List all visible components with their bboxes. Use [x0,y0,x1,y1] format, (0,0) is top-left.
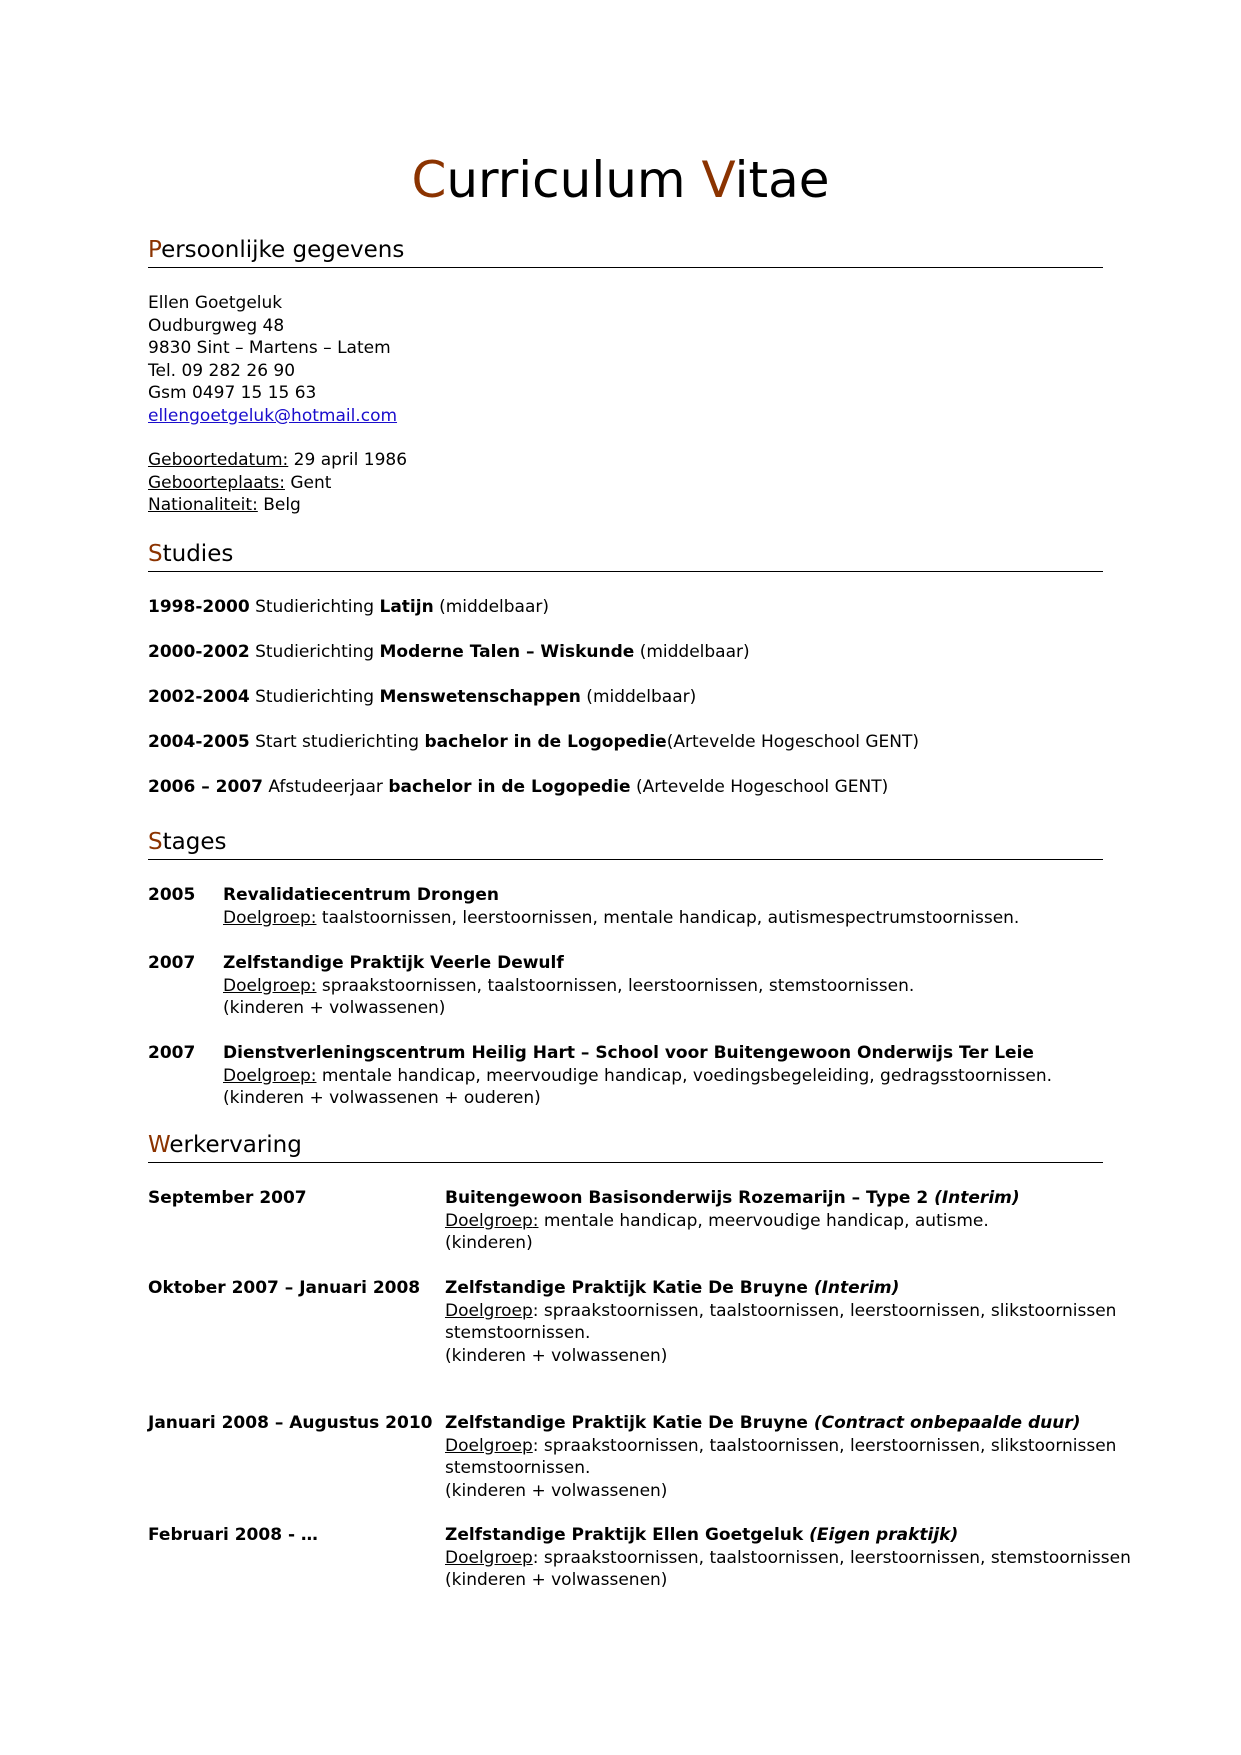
target-value: mentale handicap, meervoudige handicap, autisme. [538,1210,989,1231]
study-pre: Studierichting [249,597,380,617]
work-date: Oktober 2007 – Januari 2008 [148,1278,421,1298]
work-place [445,1277,1116,1300]
work-target-continued: stemstoornissen. [445,1458,591,1478]
stage-extra: (kinderen + volwassenen + ouderen) [223,1088,541,1108]
section-heading-studies [148,540,1103,572]
study-subject: Menswetenschappen [379,687,581,707]
study-years: 2002-2004 [148,687,250,707]
work-extra: (kinderen) [445,1233,533,1253]
nationality-row [148,494,407,517]
birthdate-label: Geboortedatum: [148,450,289,470]
study-pre: Studierichting [249,642,380,662]
nationality-value: Belg [257,495,301,515]
heading-initial: S [148,829,163,855]
study-item [148,776,888,799]
personal-details [148,292,397,427]
target-label: Doelgroep: [223,975,317,996]
study-subject: Moderne Talen – Wiskunde [379,642,635,662]
address-street: Oudburgweg 48 [148,315,285,336]
stage-year: 2007 [148,953,196,973]
work-place-name: Zelfstandige Praktijk Ellen Goetgeluk [445,1525,810,1545]
section-stages [148,828,1103,860]
birthplace-value: Gent [284,472,332,493]
work-date: Januari 2008 – Augustus 2010 [148,1413,433,1433]
target-colon: : [532,1300,539,1321]
study-item [148,731,919,754]
stage-target [223,1065,1052,1088]
work-type: (Contract onbepaalde duur) [813,1413,1081,1433]
work-target [445,1210,1020,1233]
work-extra: (kinderen + volwassenen) [445,1480,668,1501]
study-item [148,596,549,619]
work-item [445,1277,1116,1367]
birthdate-value: 29 april 1986 [288,450,408,470]
stage-place: Zelfstandige Praktijk Veerle Dewulf [223,953,564,973]
work-place [445,1187,1020,1210]
person-name: Ellen Goetgeluk [148,293,283,313]
birthdate-row [148,449,407,472]
stage-extra: (kinderen + volwassenen) [223,998,446,1018]
stage-year: 2007 [148,1043,196,1063]
target-value: spraakstoornissen, taalstoornissen, leerstoornissen, stemstoornissen. [316,975,915,996]
study-post: (middelbaar) [634,642,750,662]
work-target-continued: stemstoornissen. [445,1323,591,1343]
work-date: September 2007 [148,1188,307,1208]
heading-rest: tages [162,829,227,855]
work-item [445,1524,1131,1592]
heading-initial: P [148,237,162,263]
stage-item [223,884,1019,929]
target-label: Doelgroep: [223,1065,317,1086]
target-label: Doelgroep [445,1300,533,1321]
page-title [0,148,1241,212]
target-label: Doelgroep [445,1435,533,1456]
work-place-name: Zelfstandige Praktijk Katie De Bruyne [445,1278,814,1298]
target-value: mentale handicap, meervoudige handicap, voedingsbegeleiding, gedragsstoornissen. [316,1065,1053,1086]
birthplace-label: Geboorteplaats: [148,472,285,493]
study-pre: Start studierichting [249,732,425,752]
section-studies [148,540,1103,572]
work-extra: (kinderen + volwassenen) [445,1570,668,1590]
section-work [148,1131,1103,1163]
section-heading-personal [148,236,1103,268]
work-target [445,1547,1131,1570]
stage-place: Dienstverleningscentrum Heilig Hart – School voor Buitengewoon Onderwijs Ter Leie [223,1043,1034,1063]
study-post: (middelbaar) [433,597,550,617]
work-extra: (kinderen + volwassenen) [445,1345,668,1366]
study-subject: bachelor in de Logopedie [424,732,667,752]
target-label: Doelgroep: [223,907,317,928]
stage-item [223,1042,1052,1110]
target-value: spraakstoornissen, taalstoornissen, leerstoornissen, stemstoornissen [538,1547,1131,1568]
stage-target [223,975,914,998]
study-years: 2000-2002 [148,642,250,662]
study-subject: bachelor in de Logopedie [388,777,631,797]
work-place-name: Zelfstandige Praktijk Katie De Bruyne [445,1413,814,1433]
work-place [445,1412,1116,1435]
target-label: Doelgroep [445,1210,533,1231]
stage-year: 2005 [148,885,196,905]
work-place [445,1524,1131,1547]
study-subject: Latijn [379,597,434,617]
title-rest-1: urriculum [446,151,702,209]
work-target [445,1300,1116,1323]
study-post: (Artevelde Hogeschool GENT) [630,777,889,797]
work-type: (Eigen praktijk) [809,1525,959,1545]
phone: Tel. 09 282 26 90 [148,360,296,381]
heading-rest: ersoonlijke gegevens [161,237,405,263]
target-colon: : [532,1210,539,1231]
stage-target [223,907,1019,930]
mobile: Gsm 0497 15 15 63 [148,383,317,403]
section-personal [148,236,1103,268]
work-type: (Interim) [934,1188,1020,1208]
study-pre: Afstudeerjaar [262,777,389,797]
heading-rest: tudies [162,541,234,567]
heading-initial: S [148,541,163,567]
heading-rest: erkervaring [169,1132,302,1158]
work-date: Februari 2008 - … [148,1525,318,1545]
heading-initial: W [148,1132,170,1158]
study-years: 2006 – 2007 [148,777,263,797]
target-value: taalstoornissen, leerstoornissen, mentale handicap, autismespectrumstoornissen. [316,907,1020,928]
title-rest-2: itae [734,151,830,209]
work-item [445,1187,1020,1255]
personal-facts [148,449,407,517]
study-item [148,686,696,709]
work-item [445,1412,1116,1502]
address-city: 9830 Sint – Martens – Latem [148,338,391,358]
target-value: spraakstoornissen, taalstoornissen, leerstoornissen, slikstoornissen [538,1435,1117,1456]
work-place-name: Buitengewoon Basisonderwijs Rozemarijn – Type 2 [445,1188,935,1208]
study-pre: Studierichting [249,687,380,707]
study-years: 2004-2005 [148,732,250,752]
email-link[interactable]: ellengoetgeluk@hotmail.com [148,405,398,426]
section-heading-work [148,1131,1103,1163]
study-post: (middelbaar) [580,687,697,707]
target-label: Doelgroep [445,1547,533,1568]
study-item [148,641,750,664]
study-years: 1998-2000 [148,597,250,617]
stage-item [223,952,914,1020]
title-initial-c: C [411,151,447,209]
section-heading-stages [148,828,1103,860]
title-initial-v: V [701,151,735,209]
stage-place: Revalidatiecentrum Drongen [223,885,499,905]
target-value: spraakstoornissen, taalstoornissen, leerstoornissen, slikstoornissen [538,1300,1117,1321]
work-target [445,1435,1116,1458]
birthplace-row [148,472,407,495]
target-colon: : [532,1435,539,1456]
target-colon: : [532,1547,539,1568]
study-post: (Artevelde Hogeschool GENT) [666,732,919,752]
work-type: (Interim) [813,1278,900,1298]
nationality-label: Nationaliteit: [148,495,258,515]
